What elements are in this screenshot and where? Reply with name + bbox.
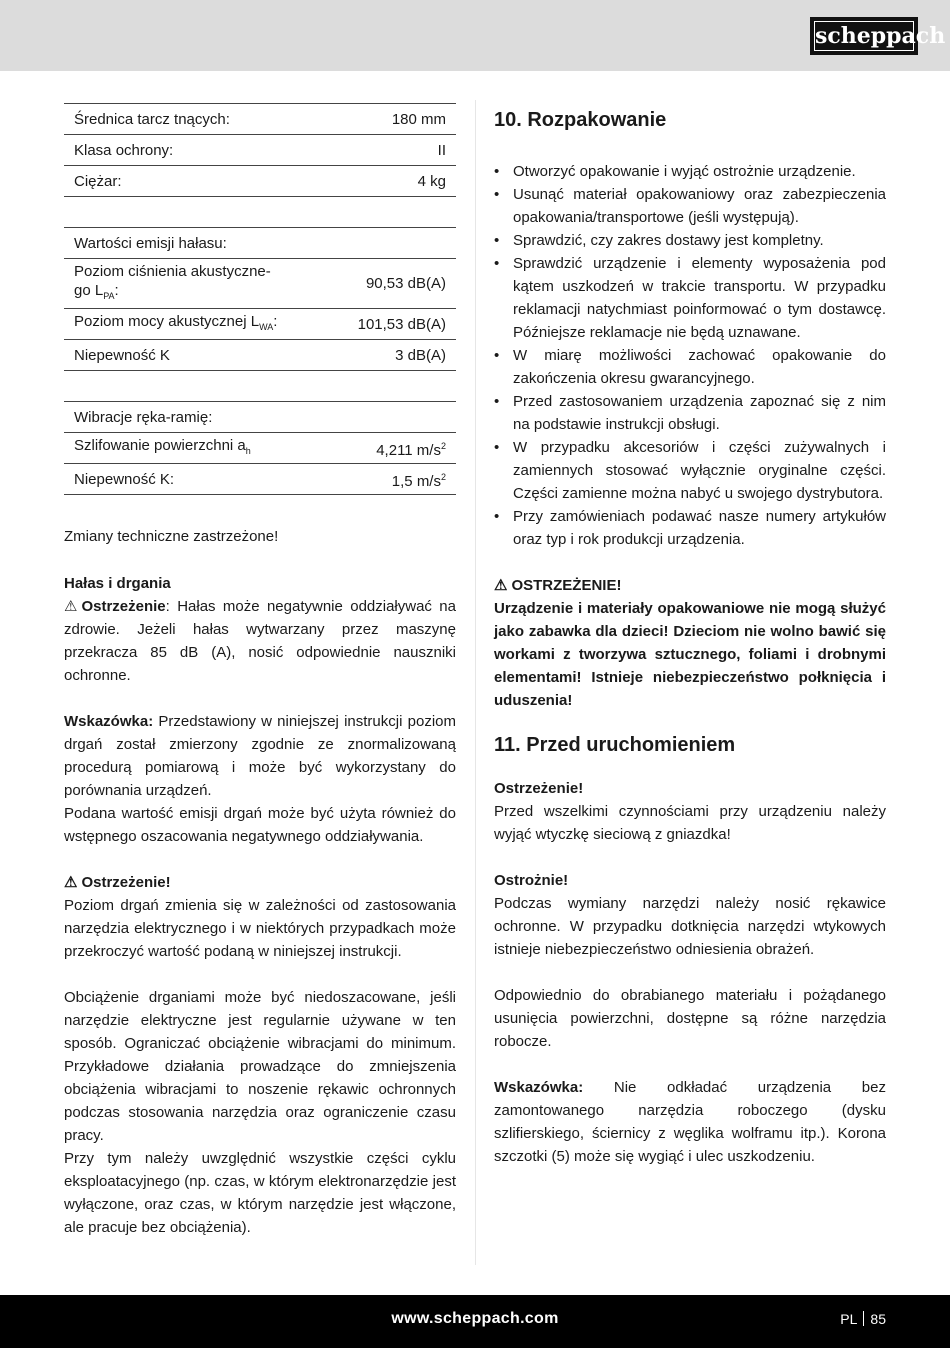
right-hint-text: Nie odkładać urządzenia bez zamontowanego narzędzia roboczego (dysku szlifierskiego, ściernicy z węglika wolframu itp.). Korona szczotki (5) może się wygiąć i ulec uszkodzeniu. [494,1079,886,1165]
footer-separator [863,1311,864,1326]
warning-caps-heading [494,574,886,597]
lpa-label-part: Poziom ciśnienia akustyczne- [74,262,271,280]
noise-warning-label: Ostrzeżenie [81,598,166,615]
lwa-label-part: : [273,312,278,330]
table-row [64,464,456,495]
warning-caps-label: OSTRZEŻENIE! [511,577,622,594]
page-header [0,0,950,71]
lpa-subscript: PA [103,290,115,301]
list-item: • Otworzyć opakowanie i wyjąć ostrożnie urządzenie. [494,160,886,183]
spec-label: Niepewność K [64,340,328,371]
warning-caps-text: Urządzenie i materiały opakowaniowe nie mogą służyć jako zabawka dla dzieci! Dzieciom nie wolno bawić się workami z tworzywa sztucznego, foliami i drobnymi elementami! Istnieje niebezpieczeństwo połknięcia i uduszenia! [494,600,886,709]
vibration-title: Wibracje ręka-ramię: [64,402,456,433]
footer-page-number [840,1311,886,1327]
noise-warning-text: : Hałas może negatywnie oddziaływać na zdrowie. Jeżeli hałas wytwarzany przez maszynę przekracza 85 dB (A), nosić odpowiednie nauszniki ochronne. [64,598,456,684]
spec-value: II [328,135,456,166]
footer-lang: PL [840,1311,858,1327]
list-item: • Przed zastosowaniem urządzenia zapoznać się z nim na podstawie instrukcji obsługi. [494,390,886,436]
spec-value-unc2 [328,464,456,495]
spec-value: 180 mm [328,104,456,135]
table-row-empty [64,371,456,402]
noise-heading: Hałas i drgania [64,575,171,592]
right-hint-paragraph [494,1076,886,1168]
hint-label: Wskazówka: [64,713,154,730]
section-10-title: 10. Rozpakowanie [494,109,667,131]
hint-paragraph [64,710,456,802]
spec-label: Średnica tarcz tnących: [64,104,328,135]
unc2-superscript: 2 [440,471,446,482]
spec-value: 90,53 dB(A) [328,259,456,309]
table-row [64,340,456,371]
warning-triangle-icon: ⚠ [64,874,78,891]
lpa-label-part: : [114,281,119,299]
column-divider [475,100,476,1265]
list-item: • Przy zamówieniach podawać nasze numery artykułów oraz typ i rok produkcji urządzenia. [494,505,886,551]
list-item: • W przypadku akcesoriów i części zużywalnych i zamiennych stosować wyłącznie oryginalne części. Części zamienne można nabyć u swojego dystrybutora. [494,436,886,505]
spec-value: 4 kg [328,166,456,197]
list-item: • Usunąć materiał opakowaniowy oraz zabezpieczenia opakowania/transportowe (jeśli występują). [494,183,886,229]
table-row-empty [64,197,456,228]
careful-text: Podczas wymiany narzędzi należy nosić rękawice ochronne. W przypadku dotknięcia narzędzi wtykowych istnieje niebezpieczeństwo odniesienia obrażeń. [494,895,886,958]
spec-value-grind [328,433,456,464]
section-11-title: 11. Przed uruchomieniem [494,734,736,756]
page-footer [0,1295,950,1348]
s11-warning-label: Ostrzeżenie! [494,780,584,797]
lwa-subscript: WA [259,321,274,332]
list-item: • Sprawdzić urządzenie i elementy wyposażenia pod kątem uszkodzeń w trakcie transportu. W przypadku reklamacji natychmiast poinformować o tym dostawcę. Późniejsze reklamacje nie będą uznawane. [494,252,886,344]
warning-text: Poziom drgań zmienia się w zależności od zastosowania narzędzia elektrycznego i w niektórych przypadkach może przekroczyć wartość podaną w niniejszej instrukcji. [64,897,456,960]
spec-label-lpa [64,259,328,309]
noise-title: Wartości emisji hałasu: [64,228,456,259]
table-row [64,135,456,166]
unpacking-list [494,160,886,551]
warning-heading [64,871,456,894]
grind-label-part: Szlifowanie powierzchni a [74,436,246,454]
table-row [64,309,456,340]
careful-label: Ostrożnie! [494,872,569,889]
noise-warning [64,595,456,687]
list-item: • W miarę możliwości zachować opakowanie do zakończenia okresu gwarancyjnego. [494,344,886,390]
load-paragraph: Obciążenie drganiami może być niedoszacowane, jeśli narzędzie elektryczne jest regularnie używane w ten sposób. Ograniczać obciążenie wibracjami do minimum. Przykładowe działania prowadzące do zmniejszenia obciążenia wibracjami to noszenie rękawic ochronnych podczas stosowania narzędzia oraz ograniczenie czasu pracy. [64,989,456,1144]
table-row [64,228,456,259]
warning-triangle-icon: ⚠ [494,577,508,594]
lwa-label-part: Poziom mocy akustycznej L [74,312,260,330]
table-row [64,166,456,197]
scheppach-logo [810,17,946,55]
spec-value: 3 dB(A) [328,340,456,371]
spec-label: Ciężar: [64,166,328,197]
right-column [494,103,886,1168]
footer-url[interactable]: www.scheppach.com [391,1310,559,1327]
hint-text: Przedstawiony w niniejszej instrukcji poziom drgań został zmierzony zgodnie ze znormalizowaną procedurą pomiarową i może być wykorzystany do porównania urządzeń. [64,713,456,799]
grind-value-part: 4,211 m/s [376,441,441,459]
spec-label-grind [64,433,328,464]
right-hint-label: Wskazówka: [494,1079,584,1096]
warning-triangle-icon: ⚠ [64,598,78,615]
table-row [64,259,456,309]
spec-label: Niepewność K: [64,464,328,495]
tech-changes-note: Zmiany techniczne zastrzeżone! [64,528,279,545]
table-row [64,104,456,135]
grind-superscript: 2 [440,440,446,451]
list-item: • Sprawdzić, czy zakres dostawy jest kompletny. [494,229,886,252]
left-column [64,103,456,1239]
spec-label-lwa [64,309,328,340]
tools-paragraph: Odpowiednio do obrabianego materiału i pożądanego usunięcia powierzchni, dostępne są różne narzędzia robocze. [494,987,886,1050]
grind-subscript: h [245,445,251,456]
s11-warning-text: Przed wszelkimi czynnościami przy urządzeniu należy wyjąć wtyczkę sieciową z gniazdka! [494,803,886,843]
table-row [64,402,456,433]
footer-page: 85 [870,1311,886,1327]
spec-table [64,103,456,495]
cycle-paragraph: Przy tym należy uwzględnić wszystkie części cyklu eksploatacyjnego (np. czas, w którym elektronarzędzie jest wyłączone, oraz czas, w którym narzędzie jest włączone, ale pracuje bez obciążenia). [64,1150,456,1236]
warning-label: Ostrzeżenie! [81,874,171,891]
spec-value: 101,53 dB(A) [328,309,456,340]
unc2-value-part: 1,5 m/s [391,472,441,490]
hint-paragraph-2: Podana wartość emisji drgań może być użyta również do wstępnego oszacowania negatywnego oddziaływania. [64,805,456,845]
table-row [64,433,456,464]
spec-label: Klasa ochrony: [64,135,328,166]
logo-text: scheppach [815,23,946,49]
lpa-label-part: go L [74,281,104,299]
